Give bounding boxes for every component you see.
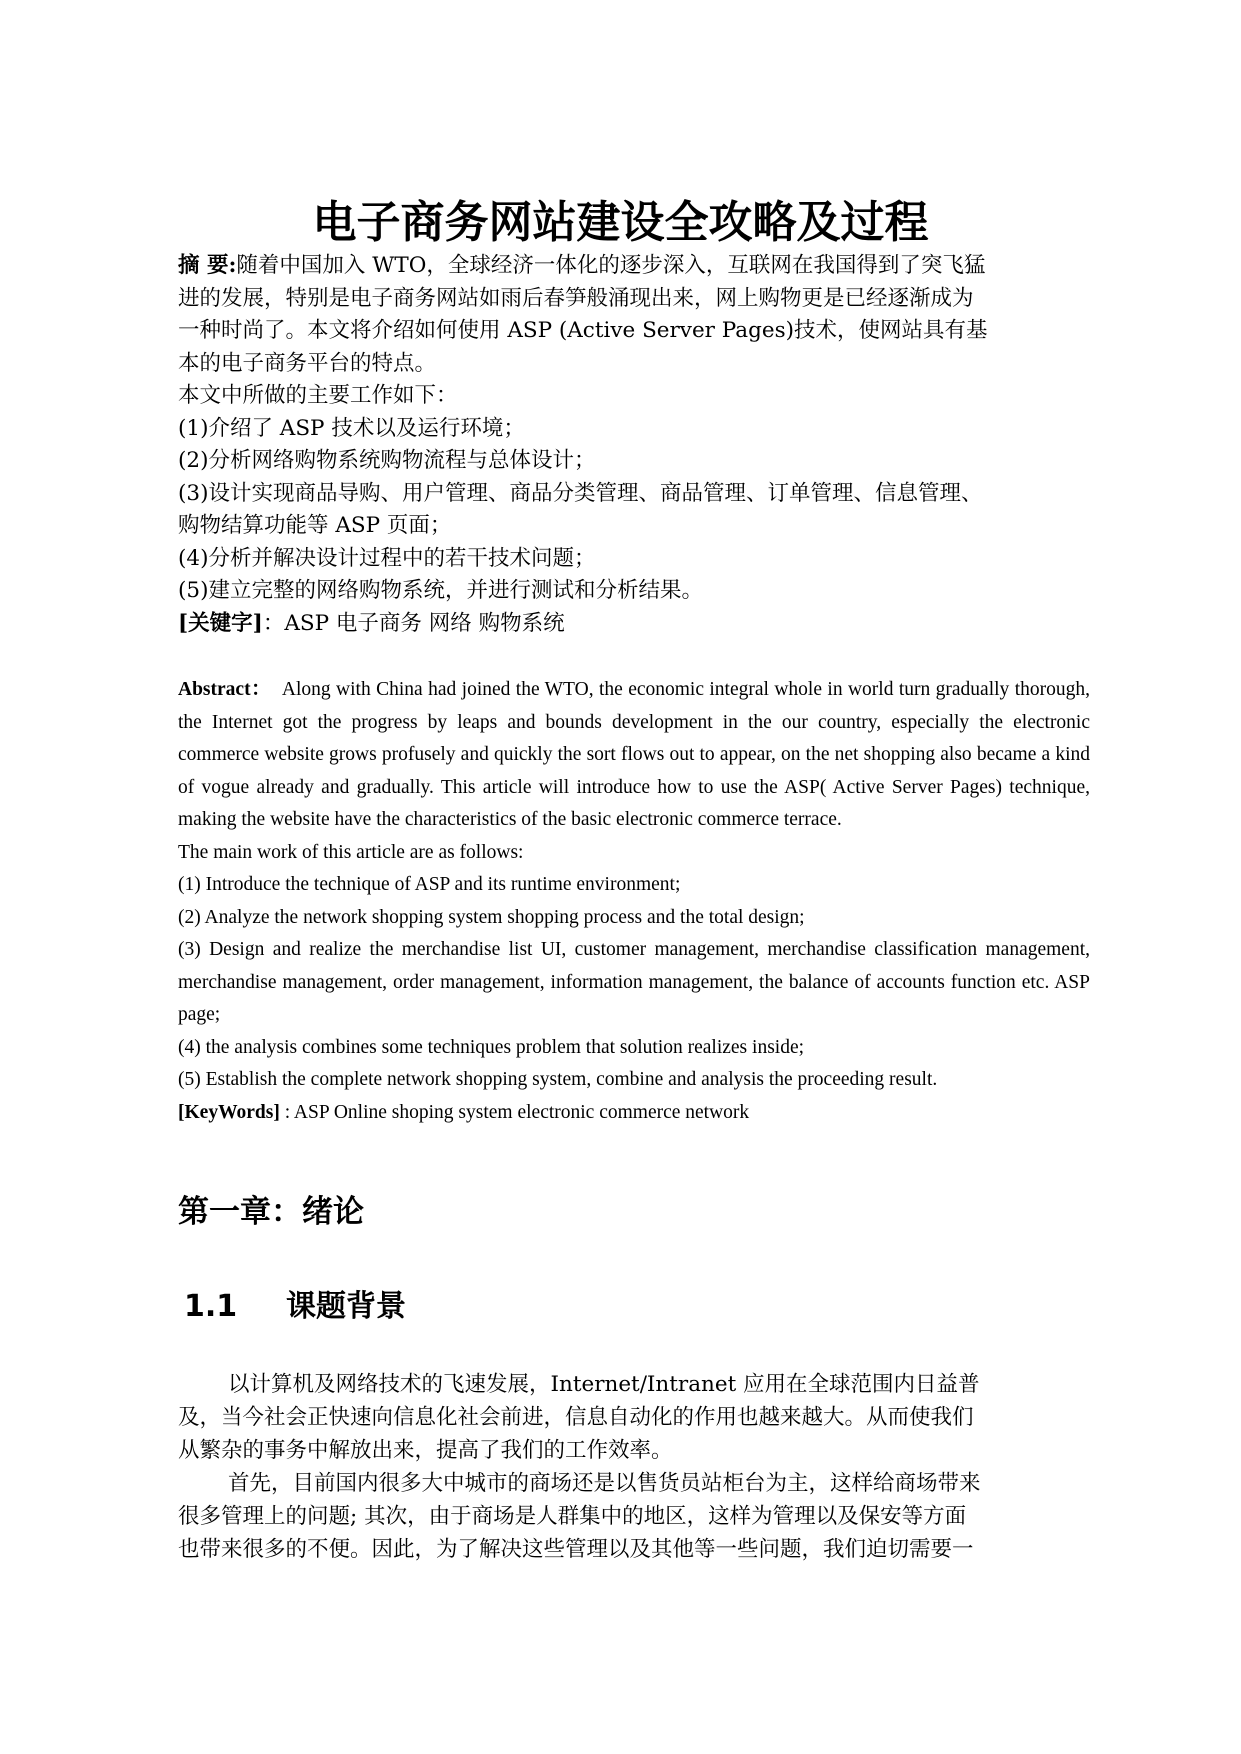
abstract-cn-item-1: (1)介绍了 ASP 技术以及运行环境； <box>178 415 525 441</box>
document-title: 电子商务网站建设全攻略及过程 <box>312 197 929 248</box>
body-p2-line-3: 也带来很多的不便。因此，为了解决这些管理以及其他等一些问题，我们迫切需要一 <box>178 1537 974 1562</box>
abstract-cn-item-2: (2)分析网络购物系统购物流程与总体设计； <box>178 448 596 473</box>
section-heading <box>184 1285 406 1329</box>
abstract-en-item-3: (3) Design and realize the merchandise list UI, customer management, merchandise classification management, merchandise management, order management, information management, the balance of accounts function etc. ASP page; <box>178 939 1090 1025</box>
abstract-en-paragraph: Abstract： Along with China had joined the WTO, the economic integral whole in world turn gradually thorough, the Internet got the progress by leaps and bounds development in the our country, especially the electronic commerce website grows profusely and quickly the sort flows out to appear, on the net shopping also became a kind of vogue already and gradually. This article will introduce how to use the ASP( Active Server Pages) technique, making the website have the characteristics of the basic electronic commerce terrace. <box>178 679 1090 830</box>
abstract-cn-item-5: (5)建立完整的网络购物系统，并进行测试和分析结果。 <box>178 578 703 603</box>
abstract-cn-line-3: 一种时尚了。本文将介绍如何使用 ASP (Active Server Pages)技术，使网站具有基 <box>178 318 988 343</box>
abstract-cn-intro: 本文中所做的主要工作如下： <box>178 383 458 408</box>
body-p1-line-2: 及，当今社会正快速向信息化社会前进，信息自动化的作用也越来越大。从而使我们 <box>178 1405 974 1430</box>
abstract-en-item-2: (2) Analyze the network shopping system shopping process and the total design; <box>178 906 805 928</box>
chapter-heading: 第一章：绪论 <box>178 1194 364 1230</box>
chinese-abstract <box>178 250 1090 640</box>
abstract-en-item-1: (1) Introduce the technique of ASP and its runtime environment; <box>178 874 681 895</box>
abstract-cn-item-4: (4)分析并解决设计过程中的若干技术问题； <box>178 545 596 571</box>
keywords-cn-text: ：ASP 电子商务 网络 购物系统 <box>262 610 565 636</box>
abstract-en-label: Abstract： <box>178 679 272 700</box>
body-p2-line-1: 首先，目前国内很多大中城市的商场还是以售货员站柜台为主，这样给商场带来 <box>228 1471 981 1496</box>
body-text <box>178 1368 1090 1566</box>
section-title: 课题背景 <box>286 1289 406 1324</box>
body-p2-line-2: 很多管理上的问题; 其次，由于商场是人群集中的地区，这样为管理以及保安等方面 <box>178 1504 967 1529</box>
abstract-cn-item-3-line-2: 购物结算功能等 ASP 页面； <box>178 513 452 538</box>
keywords-en <box>178 1097 1090 1130</box>
abstract-cn-item-3-line-1: (3)设计实现商品导购、用户管理、商品分类管理、商品管理、订单管理、信息管理、 <box>178 480 983 506</box>
keywords-cn-label: [关键字] <box>178 610 263 636</box>
section-number: 1.1 <box>184 1289 238 1324</box>
abstract-en-item-5: (5) Establish the complete network shopping system, combine and analysis the proceeding result. <box>178 1069 938 1090</box>
keywords-cn <box>178 608 1090 641</box>
english-abstract <box>178 674 1090 1129</box>
abstract-cn-label: 摘 要: <box>178 253 237 278</box>
abstract-cn-line-1: 摘 要:随着中国加入 WTO，全球经济一体化的逐步深入，互联网在我国得到了突飞猛 <box>178 253 986 278</box>
abstract-en-item-4: (4) the analysis combines some techniques problem that solution realizes inside; <box>178 1036 805 1058</box>
body-p1-line-1: 以计算机及网络技术的飞速发展，Internet/Intranet 应用在全球范围内日益普 <box>228 1372 980 1397</box>
keywords-en-label: [KeyWords] <box>178 1101 280 1123</box>
abstract-cn-line-4: 本的电子商务平台的特点。 <box>178 350 437 376</box>
keywords-en-text: : ASP Online shoping system electronic commerce network <box>279 1101 750 1123</box>
abstract-en-intro: The main work of this article are as follows: <box>178 841 524 863</box>
abstract-cn-line-2: 进的发展，特别是电子商务网站如雨后春笋般涌现出来，网上购物更是已经逐渐成为 <box>178 285 974 311</box>
body-p1-line-3: 从繁杂的事务中解放出来，提高了我们的工作效率。 <box>178 1438 673 1463</box>
